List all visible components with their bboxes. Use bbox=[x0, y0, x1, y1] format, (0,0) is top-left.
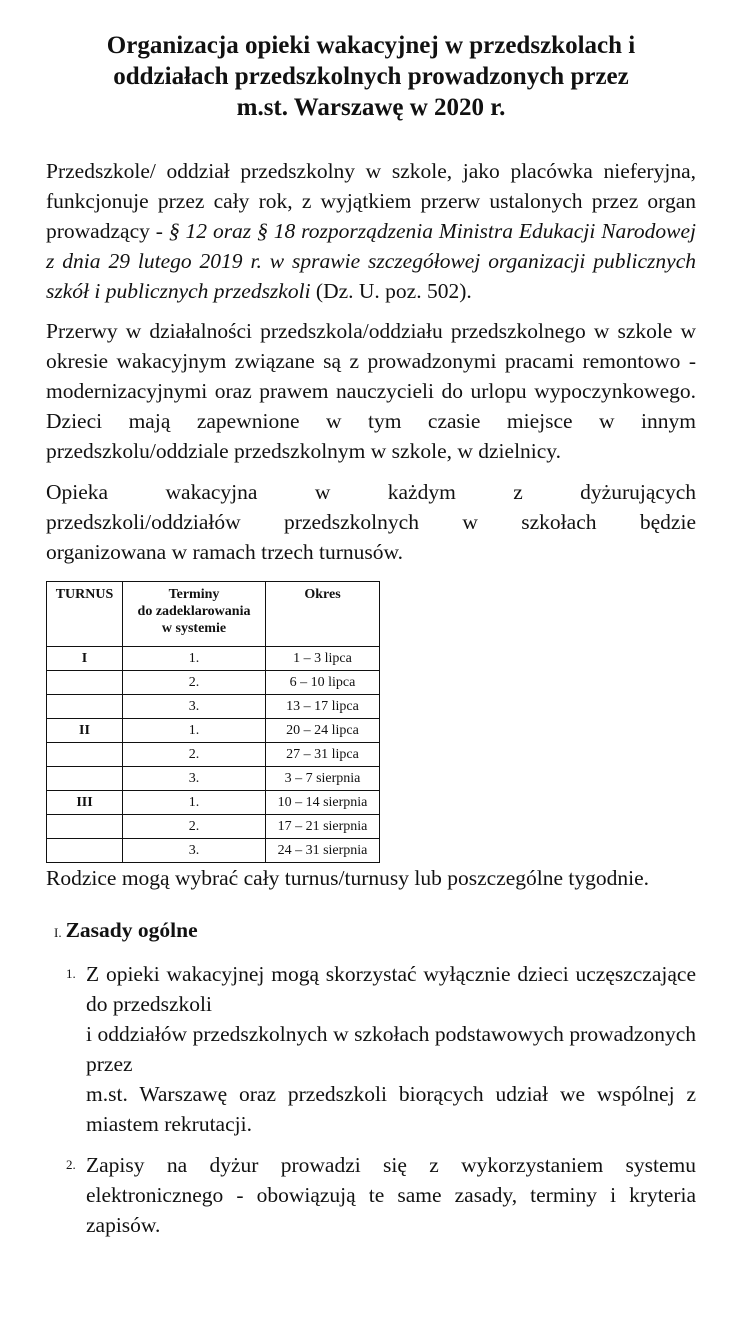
cell-okres: 20 – 24 lipca bbox=[266, 719, 380, 743]
paragraph-turnusy-line-1: Opieka wakacyjna w każdym z dyżurujących bbox=[46, 480, 696, 504]
turnus-table bbox=[46, 581, 380, 863]
document-title bbox=[46, 30, 696, 123]
title-line-2: oddziałach przedszkolnych prowadzonych przez bbox=[113, 63, 629, 90]
list-item-line-3: m.st. Warszawę oraz przedszkoli biorących udział we wspólnej z miastem rekrutacji. bbox=[86, 1081, 696, 1136]
cell-termin: 1. bbox=[123, 719, 266, 743]
regulation-citation: § 12 oraz § 18 rozporządzenia Ministra Edukacji Narodowej z dnia 29 lutego 2019 r. w sprawie szczegółowej organizacji publicznych szkół i publicznych przedszkoli bbox=[46, 219, 696, 303]
header-turnus: TURNUS bbox=[47, 582, 123, 647]
cell-okres: 24 – 31 sierpnia bbox=[266, 839, 380, 863]
cell-okres: 6 – 10 lipca bbox=[266, 671, 380, 695]
header-terminy bbox=[123, 582, 266, 647]
list-item-number: 2. bbox=[66, 1156, 76, 1172]
cell-okres: 17 – 21 sierpnia bbox=[266, 815, 380, 839]
table-row bbox=[47, 815, 380, 839]
paragraph-breaks: Przerwy w działalności przedszkola/oddziału przedszkolnego w szkole w okresie wakacyjnym związane są z prowadzonymi pracami remontowo -modernizacyjnymi oraz prawem nauczycieli do urlopu wypoczynkowego. Dzieci mają zapewnione w tym czasie miejsce w innym przedszkolu/oddziale przedszkolnym w szkole, w dzielnicy. bbox=[46, 319, 696, 463]
list-item-line-2: i oddziałów przedszkolnych w szkołach podstawowych prowadzonych przez bbox=[86, 1021, 696, 1076]
section-number: I. bbox=[54, 924, 62, 940]
paragraph-intro bbox=[46, 156, 696, 306]
cell-okres: 10 – 14 sierpnia bbox=[266, 791, 380, 815]
table-row bbox=[47, 743, 380, 767]
cell-turnus bbox=[47, 743, 123, 767]
title-line-1: Organizacja opieki wakacyjnej w przedszkolach i bbox=[106, 32, 636, 59]
cell-okres: 27 – 31 lipca bbox=[266, 743, 380, 767]
cell-turnus: II bbox=[47, 719, 123, 743]
cell-okres: 1 – 3 lipca bbox=[266, 647, 380, 671]
list-item-number: 1. bbox=[66, 965, 76, 981]
paragraph-intro-text: Przedszkole/ oddział przedszkolny w szkole, jako placówka nieferyjna, funkcjonuje przez cały rok, z wyjątkiem przerw ustalonych przez organ prowadzący - bbox=[46, 159, 696, 243]
cell-turnus: I bbox=[47, 647, 123, 671]
cell-turnus bbox=[47, 695, 123, 719]
table-row bbox=[47, 695, 380, 719]
cell-termin: 3. bbox=[123, 767, 266, 791]
table-header-row bbox=[47, 582, 380, 647]
cell-okres: 3 – 7 sierpnia bbox=[266, 767, 380, 791]
cell-termin: 2. bbox=[123, 671, 266, 695]
cell-turnus bbox=[47, 767, 123, 791]
cell-turnus: III bbox=[47, 791, 123, 815]
header-terminy-line-2: do zadeklarowania bbox=[137, 604, 251, 619]
paragraph-turnusy-line-3: organizowana w ramach trzech turnusów. bbox=[46, 540, 403, 564]
header-terminy-line-3: w systemie bbox=[161, 621, 227, 636]
paragraph-turnusy-line-2: przedszkoli/oddziałów przedszkolnych w szkołach będzie bbox=[46, 510, 696, 534]
cell-termin: 2. bbox=[123, 743, 266, 767]
list-item bbox=[46, 1150, 696, 1240]
section-heading bbox=[46, 915, 696, 948]
cell-termin: 2. bbox=[123, 815, 266, 839]
paragraph-intro-tail: (Dz. U. poz. 502). bbox=[310, 279, 472, 303]
header-okres: Okres bbox=[266, 582, 380, 647]
table-row bbox=[47, 647, 380, 671]
cell-termin: 1. bbox=[123, 791, 266, 815]
cell-turnus bbox=[47, 671, 123, 695]
table-row bbox=[47, 767, 380, 791]
document-page bbox=[46, 30, 696, 1240]
list-item-text: Zapisy na dyżur prowadzi się z wykorzystaniem systemu elektronicznego - obowiązują te same zasady, terminy i kryteria zapisów. bbox=[86, 1152, 696, 1237]
header-terminy-line-1: Terminy bbox=[168, 587, 220, 602]
cell-termin: 3. bbox=[123, 695, 266, 719]
cell-turnus bbox=[47, 815, 123, 839]
paragraph-turnusy bbox=[46, 477, 696, 567]
paragraph-parents-choice: Rodzice mogą wybrać cały turnus/turnusy lub poszczególne tygodnie. bbox=[46, 866, 650, 890]
cell-termin: 3. bbox=[123, 839, 266, 863]
cell-okres: 13 – 17 lipca bbox=[266, 695, 380, 719]
table-row bbox=[47, 791, 380, 815]
table-row bbox=[47, 719, 380, 743]
table-row bbox=[47, 839, 380, 863]
cell-turnus bbox=[47, 839, 123, 863]
list-item bbox=[46, 959, 696, 1139]
cell-termin: 1. bbox=[123, 647, 266, 671]
title-line-3: m.st. Warszawę w 2020 r. bbox=[236, 94, 506, 121]
section-title: Zasady ogólne bbox=[65, 917, 198, 942]
list-item-line-1: Z opieki wakacyjnej mogą skorzystać wyłącznie dzieci uczęszczające do przedszkoli bbox=[86, 961, 696, 1016]
table-row bbox=[47, 671, 380, 695]
